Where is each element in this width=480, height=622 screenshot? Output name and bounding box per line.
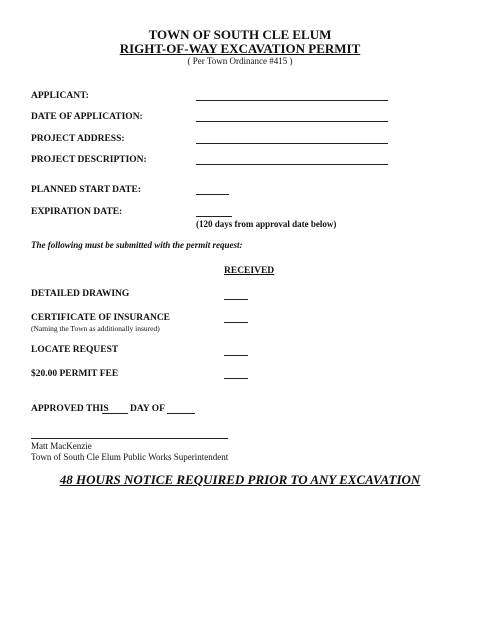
permit-fee-label: $20.00 PERMIT FEE xyxy=(31,369,119,379)
ordinance-note: ( Per Town Ordinance #415 ) xyxy=(187,56,293,66)
project-description-label: PROJECT DESCRIPTION: xyxy=(31,155,147,165)
planned-start-date-label: PLANNED START DATE: xyxy=(31,185,141,195)
received-header: RECEIVED xyxy=(224,266,275,276)
approved-this-label: APPROVED THIS xyxy=(31,404,109,414)
permit-fee-checkline[interactable] xyxy=(224,378,248,379)
certificate-insurance-checkline[interactable] xyxy=(224,322,248,323)
applicant-label: APPLICANT: xyxy=(31,91,89,101)
approved-day-line[interactable] xyxy=(102,413,128,414)
signer-title: Town of South Cle Elum Public Works Superintendent xyxy=(31,452,229,462)
certificate-insurance-note: (Naming the Town as additionally insured) xyxy=(31,324,160,333)
project-address-label: PROJECT ADDRESS: xyxy=(31,134,125,144)
project-description-line[interactable] xyxy=(196,164,388,165)
signature-line[interactable] xyxy=(31,438,228,439)
detailed-drawing-label: DETAILED DRAWING xyxy=(31,289,130,299)
date-of-application-line[interactable] xyxy=(196,121,388,122)
expiration-date-line[interactable] xyxy=(196,216,232,217)
day-of-label: DAY OF xyxy=(130,404,165,414)
locate-request-label: LOCATE REQUEST xyxy=(31,345,119,355)
submission-intro: The following must be submitted with the permit request: xyxy=(31,240,243,250)
detailed-drawing-checkline[interactable] xyxy=(224,299,248,300)
date-of-application-label: DATE OF APPLICATION: xyxy=(31,112,143,122)
expiration-date-label: EXPIRATION DATE: xyxy=(31,207,123,217)
approved-month-line[interactable] xyxy=(167,413,195,414)
certificate-insurance-label: CERTIFICATE OF INSURANCE xyxy=(31,313,171,323)
planned-start-date-line[interactable] xyxy=(196,194,229,195)
permit-title: RIGHT-OF-WAY EXCAVATION PERMIT xyxy=(119,41,361,56)
excavation-notice: 48 HOURS NOTICE REQUIRED PRIOR TO ANY EXCAVATION xyxy=(59,472,421,487)
expiration-note: (120 days from approval date below) xyxy=(196,219,337,229)
applicant-line[interactable] xyxy=(196,100,388,101)
project-address-line[interactable] xyxy=(196,143,388,144)
locate-request-checkline[interactable] xyxy=(224,355,248,356)
town-title: TOWN OF SOUTH CLE ELUM xyxy=(148,27,332,42)
signer-name: Matt MacKenzie xyxy=(31,441,92,451)
